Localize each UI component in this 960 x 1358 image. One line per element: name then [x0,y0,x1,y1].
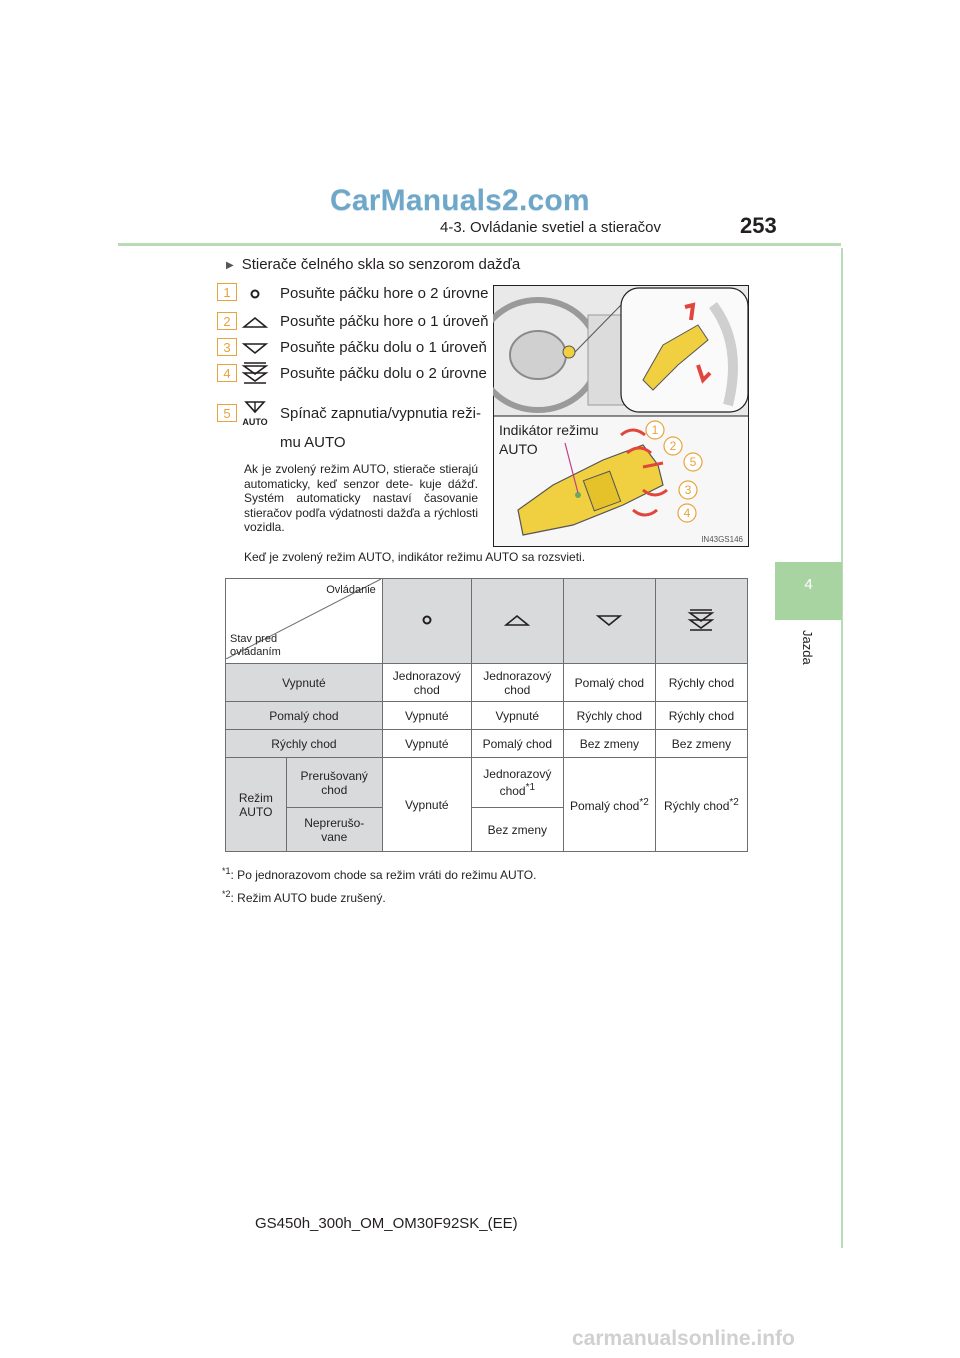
cell: Vypnuté [382,758,471,852]
corner-operation-label: Ovládanie [326,584,376,596]
cell: Jednorazový chod$^{*1}$ [471,758,563,808]
cell: Jednorazový chod [382,664,471,702]
side-rule [841,248,843,1248]
document-code: GS450h_300h_OM_OM30F92SK_(EE) [255,1215,518,1232]
mist-circle-icon [412,610,442,630]
header-mist-cell [382,579,471,664]
cell: Pomalý chod$^{*2}$ [563,758,655,852]
triangle-up-icon [238,309,272,337]
cell: Vypnuté [382,702,471,730]
callout-3: 3 [217,338,237,356]
corner-state-label: Stav pred ovládaním [230,633,281,658]
chapter-label: Jazda [800,630,815,665]
cell: Pomalý chod [471,730,563,758]
cell: Bez zmeny [563,730,655,758]
header-down-cell [563,579,655,664]
figure-label-line2: AUTO [499,441,538,457]
item-4-text: Posuňte páčku dolu o 2 úrovne [280,365,487,382]
triangle-up-icon [500,610,534,630]
bullet-triangle-icon: ▶ [226,260,234,271]
state-slow: Pomalý chod [226,702,383,730]
triangle-down-icon [592,610,626,630]
figure-label-line1: Indikátor režimu [499,422,599,438]
chapter-tab: 4 [775,562,842,620]
svg-text:AUTO: AUTO [242,417,268,427]
item-1-text: Posuňte páčku hore o 2 úrovne [280,285,489,302]
state-auto: Režim AUTO [226,758,287,852]
figure-code: IN43GS146 [701,535,743,544]
footnote-2: $^{*2}$: Režim AUTO bude zrušený. [222,889,386,905]
header-double-down-cell [655,579,747,664]
cell: Pomalý chod [563,664,655,702]
cell: Rýchly chod$^{*2}$ [655,758,747,852]
table-corner-cell [226,579,383,664]
watermark-logo: CarManuals2.com [330,184,590,217]
subsection-title [226,256,520,273]
callout-1: 1 [217,283,237,301]
auto-wiper-icon [238,398,272,428]
auto-indicator-note: Keď je zvolený režim AUTO, indikátor režimu AUTO sa rozsvieti. [244,550,586,564]
cell: Jednorazový chod [471,664,563,702]
item-2-text: Posuňte páčku hore o 1 úroveň [280,313,489,330]
item-3-text: Posuňte páčku dolu o 1 úroveň [280,339,487,356]
wiper-control-table [225,578,748,852]
state-off: Vypnuté [226,664,383,702]
section-title: 4-3. Ovládanie svetiel a stieračov [440,219,661,236]
figure-callout-3: 3 [684,483,692,497]
watermark-bottom: carmanualsonline.info [572,1327,795,1350]
header-up-cell [471,579,563,664]
page-number: 253 [740,213,777,238]
header-rule [118,243,841,246]
state-fast: Rýchly chod [226,730,383,758]
cell: Vypnuté [382,730,471,758]
callout-2: 2 [217,312,237,330]
cell: Vypnuté [471,702,563,730]
cell: Rýchly chod [655,702,747,730]
cell: Rýchly chod [563,702,655,730]
cell: Rýchly chod [655,664,747,702]
item-5-text-line2: mu AUTO [280,434,346,451]
wiper-lever-illustration [493,285,749,547]
figure-callout-2: 2 [669,439,677,453]
footnote-1: $^{*1}$: Po jednorazovom chode sa režim vráti do režimu AUTO. [222,866,537,882]
cell: Bez zmeny [471,808,563,852]
cell: Bez zmeny [655,730,747,758]
item-5-text-line1: Spínač zapnutia/vypnutia reži- [280,405,481,422]
description-paragraph: Ak je zvolený režim AUTO, stierače stierajú automaticky, keď senzor dete- kuje dážď. Systém automaticky nastaví časovanie stieračov podľa výdatnosti dažďa a rýchlosti vozidla. [244,462,478,534]
callout-4: 4 [217,364,237,382]
figure-callout-1: 1 [651,423,659,437]
wiper-lever-figure [493,285,749,547]
mist-circle-icon [238,280,272,308]
state-auto-intermittent: Prerušovaný chod [286,758,382,808]
figure-callout-4: 4 [683,506,691,520]
subsection-title-text: Stierače čelného skla so senzorom dažďa [241,256,521,273]
double-triangle-down-icon [684,606,718,634]
double-triangle-down-icon [238,359,272,387]
figure-callout-5: 5 [689,455,697,469]
state-auto-continuous: Neprerušo- vane [286,808,382,852]
callout-5: 5 [217,404,237,422]
